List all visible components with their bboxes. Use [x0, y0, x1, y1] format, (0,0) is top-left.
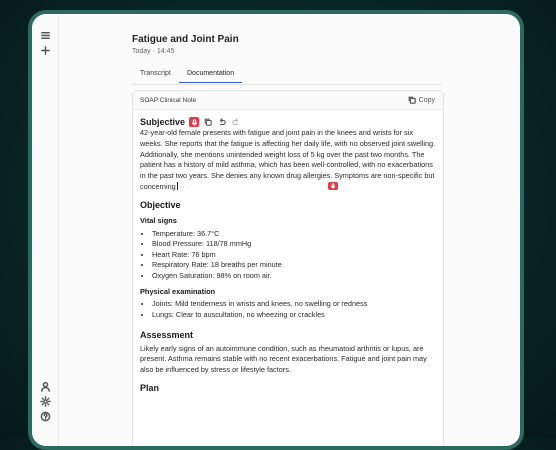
tab-transcript[interactable]: Transcript [140, 70, 171, 77]
copy-section-button[interactable] [203, 117, 213, 127]
vitals-list [140, 229, 436, 282]
card-title: SOAP Clinical Note [140, 97, 197, 104]
note-title: Fatigue and Joint Pain [132, 34, 239, 45]
exam-heading: Physical examination [140, 286, 216, 296]
gear-icon[interactable] [39, 395, 51, 407]
copy-button[interactable] [408, 96, 435, 104]
microphone-icon [191, 119, 198, 126]
plus-icon[interactable] [39, 44, 51, 56]
subjective-heading: Subjective [140, 117, 186, 127]
vitals-heading: Vital signs [140, 215, 177, 225]
assessment-text[interactable]: Likely early signs of an autoimmune condition, such as rheumatoid arthritis or lupus, are present. Asthma remains stable with no recent exacerbations. Fatigue and joint pain may also be influenced by stress or lifestyle factors. [140, 343, 427, 375]
microphone-icon [330, 183, 336, 189]
list-item: • Oxygen Saturation: 98% on room air. [152, 271, 436, 282]
list-item: • Respiratory Rate: 18 breaths per minute [152, 260, 436, 271]
list-item: • Temperature: 36.7°C [152, 229, 436, 240]
undo-icon [218, 118, 226, 126]
soap-note-card [132, 90, 444, 446]
plan-heading: Plan [140, 382, 160, 393]
menu-icon[interactable] [39, 29, 51, 41]
card-header [133, 91, 443, 110]
user-icon[interactable] [39, 380, 51, 392]
app-window [32, 14, 520, 446]
subjective-header [140, 116, 436, 128]
note-timestamp: Today · 14:45 [132, 48, 175, 55]
list-item: • Lungs: Clear to auscultation, no wheezing or crackles [152, 310, 436, 321]
app-frame [28, 10, 524, 450]
redo-button[interactable] [231, 117, 241, 127]
record-button[interactable] [189, 117, 199, 127]
note-content[interactable] [133, 110, 443, 394]
list-item: • Heart Rate: 76 bpm [152, 250, 436, 261]
list-item: • Blood Pressure: 118/78 mmHg [152, 239, 436, 250]
undo-button[interactable] [217, 117, 227, 127]
tab-bar [132, 66, 442, 85]
sidebar-rail [32, 14, 59, 446]
inline-record-button[interactable] [328, 182, 338, 190]
assessment-heading: Assessment [140, 329, 194, 340]
redo-icon [232, 118, 240, 126]
objective-heading: Objective [140, 199, 181, 210]
subjective-text-value: 42-year-old female presents with fatigue and joint pain in the knees and wrists for six weeks. She reports that the fatigue is affecting her daily life, with no observed joint swelling. Additionally, she mentions unintended weight loss of 5 kg over the past two months. The patient has a history of mild asthma, which has been well-controlled, with no exacerbations in the past two years. She denies any known drug allergies. Symptoms are non-specific but concerning [140, 128, 436, 191]
subjective-body [140, 128, 436, 193]
streaming-indicator: ··· [178, 181, 189, 191]
text-cursor [177, 182, 178, 190]
main-area [132, 14, 520, 446]
copy-icon [204, 118, 212, 126]
tab-documentation[interactable]: Documentation [179, 70, 242, 83]
help-icon[interactable] [39, 410, 51, 422]
list-item: • Joints: Mild tenderness in wrists and knees, no swelling or redness [152, 299, 436, 310]
copy-label: Copy [418, 96, 435, 104]
copy-icon [408, 96, 416, 104]
subjective-text[interactable] [140, 128, 436, 193]
exam-list [140, 299, 436, 320]
